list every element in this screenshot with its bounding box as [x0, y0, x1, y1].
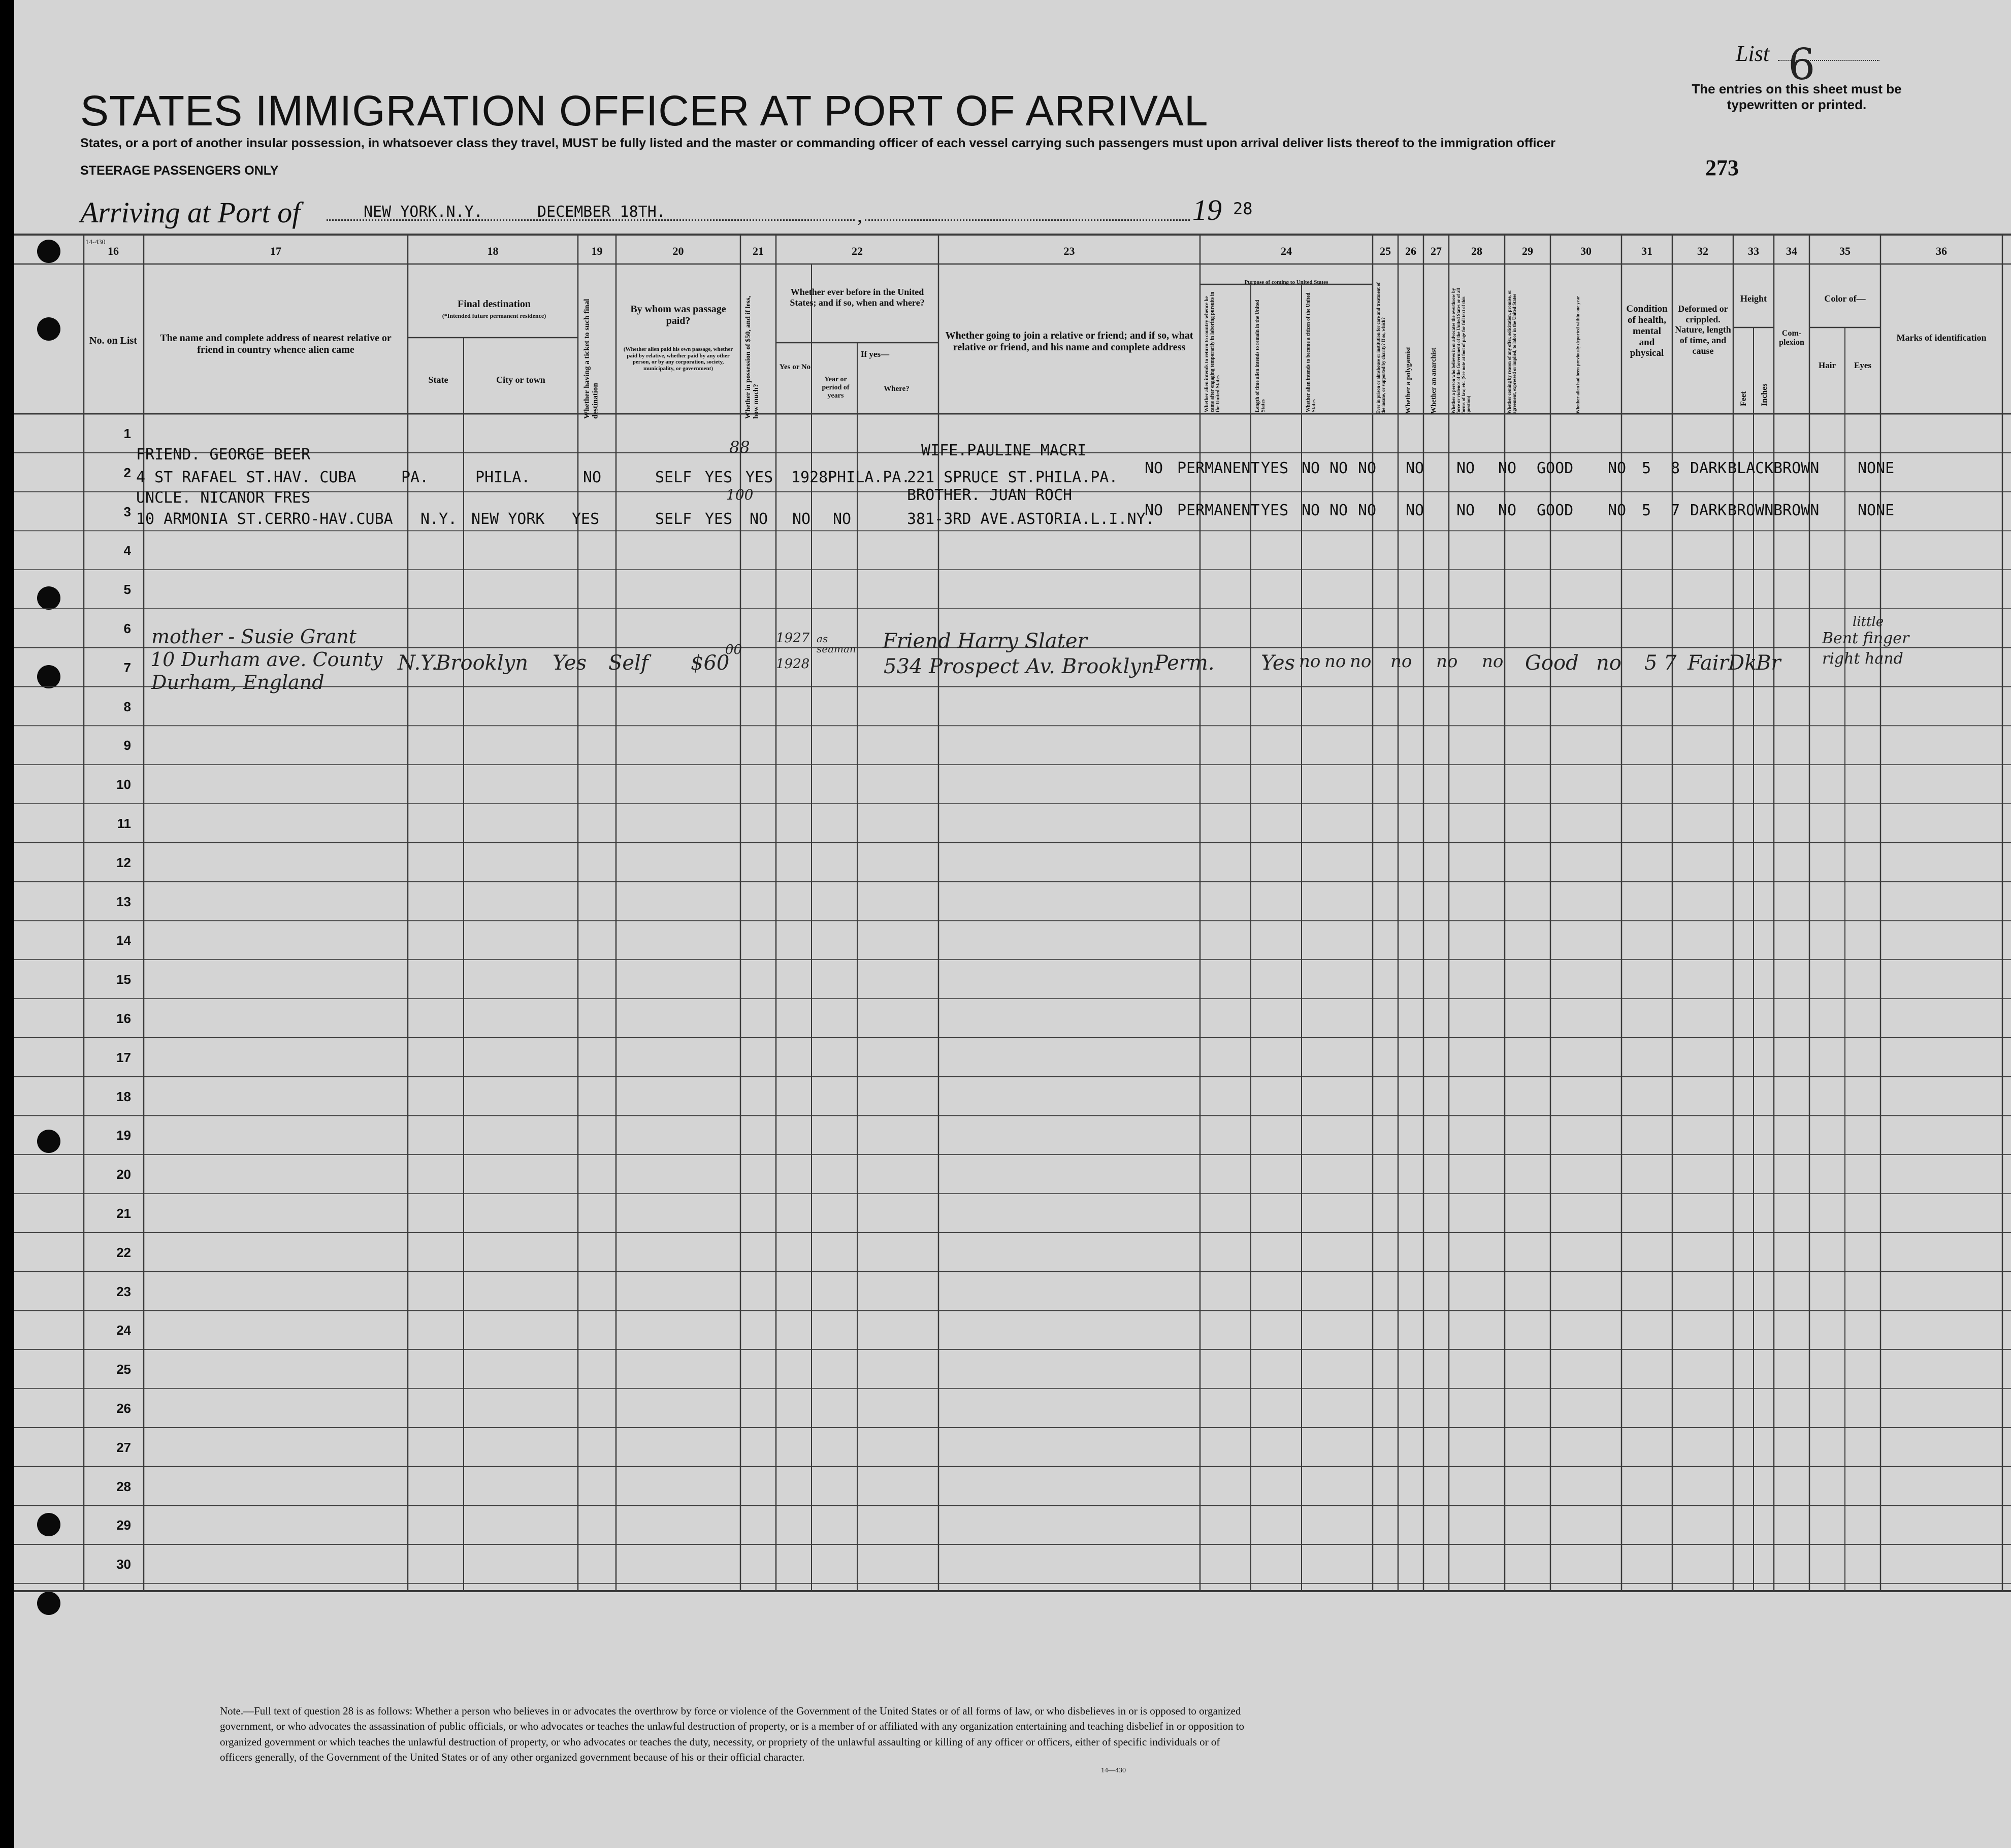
year-prefix: 19 — [1192, 193, 1222, 226]
row-number: 25 — [116, 1362, 131, 1377]
header-join: Whether going to join a relative or friend; and if so, what relative or friend, and his name and complete address — [945, 330, 1193, 353]
r1-length: PERMANENT — [1177, 459, 1260, 477]
r1-before-yes-no: YES — [745, 469, 773, 486]
header-hair: Hair — [1819, 360, 1836, 370]
r2-money: YES — [705, 510, 733, 528]
header-labor: Whether coming by reason of any offer, solicitation, promise, or agreement, expressed or implied, to labor in the United States — [1507, 290, 1517, 414]
r6-polygamist: no — [1324, 651, 1346, 672]
colnum-26: 26 — [1405, 245, 1416, 257]
r2-complexion: DARK — [1690, 502, 1727, 519]
r1-ticket: NO — [583, 469, 602, 486]
header-complexion: Com-plexion — [1779, 329, 1804, 347]
r2-join-line2: 381-3RD AVE.ASTORIA.L.I.NY. — [907, 510, 1155, 528]
row-number: 24 — [116, 1323, 131, 1338]
r2-citizen: YES — [1261, 502, 1289, 519]
row-number: 19 — [116, 1128, 131, 1143]
r6-anarchist: no — [1350, 651, 1372, 672]
row-number: 2 — [123, 465, 131, 480]
colnum-28: 28 — [1471, 245, 1482, 257]
header-eyes: Eyes — [1854, 360, 1871, 370]
row-number: 21 — [116, 1206, 131, 1221]
row-number: 10 — [116, 777, 131, 793]
r2-return: NO — [1145, 502, 1163, 519]
row-number: 12 — [116, 854, 131, 870]
r1-health: GOOD — [1537, 459, 1574, 477]
header-inches: Inches — [1760, 383, 1769, 406]
header-yes-no: Yes or No — [779, 363, 811, 371]
manifest-sheet — [14, 0, 2011, 1848]
r2-anarchist: NO — [1358, 502, 1377, 519]
r1-deported: NO — [1498, 459, 1517, 477]
header-deformed: Deformed or crippled. Nature, length of time, and cause — [1675, 304, 1731, 356]
date-value: DECEMBER 18TH. — [537, 203, 666, 221]
r6-relative-line3: Durham, England — [151, 671, 325, 694]
row-number: 30 — [116, 1557, 131, 1572]
colnum-24: 24 — [1281, 245, 1292, 257]
r6-deformed: no — [1596, 651, 1621, 675]
r1-join-line1: WIFE.PAULINE MACRI — [921, 442, 1087, 459]
header-purpose: Purpose of coming to United States — [1244, 279, 1328, 285]
row-number: 27 — [116, 1439, 131, 1455]
r6-eyes: Br — [1756, 651, 1781, 675]
r1-city: PHILA. — [475, 469, 531, 486]
r1-marks: NONE — [1858, 459, 1895, 477]
r2-money-note: 100 — [726, 486, 754, 503]
row-number: 29 — [116, 1517, 131, 1533]
r1-paid-by: SELF — [655, 469, 692, 486]
colnum-35: 35 — [1839, 245, 1851, 257]
typewritten-note: The entries on this sheet must be typewritten or printed. — [1692, 81, 1902, 112]
r6-health: Good — [1525, 651, 1579, 675]
header-if-yes: If yes— — [860, 349, 890, 359]
colnum-20: 20 — [672, 245, 684, 257]
r1-join-line2: 221 SPRUCE ST.PHILA.PA. — [907, 469, 1118, 486]
r2-ticket: YES — [572, 510, 600, 528]
r6-marks-line1: little — [1853, 614, 1884, 630]
header-no-on-list: No. on List — [89, 335, 137, 346]
r1-complexion: DARK — [1690, 459, 1727, 477]
r2-deformed: NO — [1608, 502, 1627, 519]
page-number: 273 — [1705, 155, 1739, 180]
r2-before-yes-no: NO — [750, 510, 768, 528]
r1-inches: 8 — [1671, 459, 1680, 477]
r1-polygamist: NO — [1329, 459, 1348, 477]
header-feet: Feet — [1739, 391, 1748, 406]
r1-state: PA. — [401, 469, 429, 486]
row-number: 9 — [123, 738, 131, 753]
r2-q28: NO — [1406, 502, 1424, 519]
class-line: STEERAGE PASSENGERS ONLY — [80, 163, 279, 178]
r2-relative-line2: 10 ARMONIA ST.CERRO-HAV.CUBA — [136, 510, 393, 528]
list-label: List 6 — [1736, 41, 1879, 67]
arriving-label: Arriving at Port of — [80, 196, 301, 229]
row-number: 7 — [123, 659, 131, 675]
r2-city: NEW YORK — [471, 510, 545, 528]
r2-prison: NO — [1302, 502, 1320, 519]
colnum-30: 30 — [1580, 245, 1592, 257]
colnum-31: 31 — [1641, 245, 1652, 257]
r2-labor: NO — [1456, 502, 1475, 519]
r1-labor: NO — [1456, 459, 1475, 477]
colnum-21: 21 — [753, 245, 764, 257]
header-color-of: Color of— — [1824, 293, 1866, 304]
r1-money: YES — [705, 469, 733, 486]
r2-health: GOOD — [1537, 502, 1574, 519]
r1-anarchist: NO — [1358, 459, 1377, 477]
page-title: STATES IMMIGRATION OFFICER AT PORT OF ARRIVAL — [80, 87, 1209, 135]
r6-hair: Dk — [1728, 651, 1757, 675]
colnum-27: 27 — [1431, 245, 1442, 257]
row-number: 28 — [116, 1478, 131, 1494]
r6-state: N.Y. — [398, 651, 438, 675]
r6-money-note: 00 — [725, 642, 742, 657]
header-state: State — [428, 375, 448, 385]
row-number: 26 — [116, 1401, 131, 1416]
row-number: 20 — [116, 1167, 131, 1182]
row-number: 17 — [116, 1049, 131, 1065]
header-q28: Whether a person who believes in or advocates the overthrow by force or violence of the Government of the United States or of all forms of law, etc. (See note at foot of page for full text of this question) — [1451, 288, 1471, 414]
r2-join-line1: BROTHER. JUAN ROCH — [907, 486, 1073, 504]
header-year: Year or period of years — [822, 376, 850, 400]
colnum-23: 23 — [1063, 245, 1075, 257]
header-money: Whether in possession of $50, and if less, how much? — [744, 295, 760, 419]
r6-city: Brooklyn — [436, 651, 529, 675]
header-health: Condition of health, mental and physical — [1626, 304, 1668, 359]
header-length: Length of time alien intends to remain in the United States — [1255, 300, 1266, 412]
header-ticket: Whether having a ticket to such final destination — [583, 299, 600, 419]
header-relative: The name and complete address of nearest relative or friend in country whence alien came — [160, 333, 392, 355]
header-citizen: Whether alien intends to become a citizen of the United States — [1306, 292, 1317, 412]
r6-q28: no — [1390, 651, 1412, 672]
row-number: 6 — [123, 621, 131, 636]
row-number: 18 — [116, 1088, 131, 1104]
header-anarchist: Whether an anarchist — [1430, 347, 1438, 414]
r6-relative-line1: mother - Susie Grant — [151, 625, 356, 648]
colnum-16: 16 — [108, 245, 119, 257]
r1-prison: NO — [1302, 459, 1320, 477]
r2-paid-by: SELF — [655, 510, 692, 528]
r6-before-where: as seaman — [817, 633, 856, 655]
r6-deported: no — [1482, 651, 1504, 672]
header-deported: Whether alien had been previously deported within one year — [1575, 295, 1580, 414]
header-before-in-us: Whether ever before in the United States; and if so, when and where? — [790, 287, 925, 308]
header-paid-by-sub: (Whether alien paid his own passage, whether paid by relative, whether paid by any other person, or by any corporation, society, municipality, or government) — [623, 346, 733, 372]
r6-join-line1: Friend Harry Slater — [883, 630, 1087, 653]
r6-inches: 7 — [1664, 651, 1677, 675]
r1-money-note: 88 — [729, 438, 750, 457]
r2-feet: 5 — [1642, 502, 1651, 519]
r6-paid-by: Self — [608, 651, 648, 675]
header-height: Height — [1740, 293, 1767, 304]
r2-before-year: NO — [792, 510, 811, 528]
r2-length: PERMANENT — [1177, 502, 1260, 519]
header-prison: Ever in prison or almshouse or institution for care and treatment of the insane, or supported by charity? If so, which? — [1376, 282, 1386, 414]
subtitle: States, or a port of another insular possession, in whatsoever class they travel, MUST be fully listed and the master or commanding officer of each vessel carrying such passengers must upon arrival deliver lists thereof to the immigration officer — [80, 136, 1555, 150]
r1-eyes: BROWN — [1773, 459, 1820, 477]
r2-before-where: NO — [833, 510, 852, 528]
row-number: 8 — [123, 699, 131, 714]
header-city: City or town — [496, 375, 545, 385]
r6-prison: no — [1299, 651, 1321, 672]
r6-before-year-bottom: 1928 — [776, 656, 810, 672]
r6-marks-line2: Bent finger — [1822, 630, 1909, 647]
row-number: 15 — [116, 972, 131, 987]
header-paid-by: By whom was passage paid? — [630, 304, 726, 326]
r6-complexion: Fair — [1688, 651, 1729, 675]
r6-join-line2: 534 Prospect Av. Brooklyn — [884, 655, 1154, 678]
r1-q28: NO — [1406, 459, 1424, 477]
r2-polygamist: NO — [1329, 502, 1348, 519]
row-number: 23 — [116, 1283, 131, 1299]
r2-relative-line1: UNCLE. NICANOR FRES — [136, 489, 311, 507]
header-marks: Marks of identification — [1896, 333, 1987, 343]
r1-feet: 5 — [1642, 459, 1651, 477]
colnum-19: 19 — [591, 245, 603, 257]
row-number: 11 — [117, 816, 131, 831]
r6-ticket: Yes — [553, 651, 587, 675]
r2-deported: NO — [1498, 502, 1517, 519]
header-where: Where? — [884, 385, 910, 393]
footer-code: 14—430 — [1101, 1767, 1126, 1774]
r1-deformed: NO — [1608, 459, 1627, 477]
colnum-33: 33 — [1748, 245, 1759, 257]
header-final-destination-sub: (*Intended future permanent residence) — [442, 312, 546, 319]
header-return: Whether alien intends to return to country whence he came after engaging temporarily in laboring pursuits in the United States — [1204, 291, 1221, 412]
r6-marks-line3: right hand — [1822, 650, 1903, 668]
r2-inches: 7 — [1671, 502, 1680, 519]
table-grid — [14, 0, 2011, 1848]
comma: , — [857, 204, 862, 226]
colnum-22: 22 — [852, 245, 863, 257]
r6-before-year-top: 1927 — [776, 631, 810, 646]
colnum-34: 34 — [1786, 245, 1797, 257]
row-number: 3 — [123, 504, 131, 519]
colnum-29: 29 — [1522, 245, 1533, 257]
list-number: 6 — [1788, 40, 1815, 89]
form-code: 14-430 — [85, 239, 106, 246]
r6-relative-line2: 10 Durham ave. County — [150, 648, 383, 671]
row-number: 1 — [123, 426, 131, 441]
r6-length: Perm. — [1154, 651, 1215, 675]
r6-money: $60 — [691, 651, 730, 675]
colnum-36: 36 — [1936, 245, 1947, 257]
colnum-25: 25 — [1380, 245, 1391, 257]
row-number: 22 — [116, 1244, 131, 1260]
r6-labor: no — [1436, 651, 1458, 672]
r1-hair: BLACK — [1728, 459, 1774, 477]
colnum-17: 17 — [270, 245, 281, 257]
r1-before-year: 1928 — [791, 469, 828, 486]
r1-relative-line2: 4 ST RAFAEL ST.HAV. CUBA — [136, 469, 356, 486]
r2-hair: BROWN — [1728, 502, 1774, 519]
header-final-destination: Final destination — [458, 299, 531, 310]
r1-citizen: YES — [1261, 459, 1289, 477]
r1-relative-line1: FRIEND. GEORGE BEER — [136, 446, 311, 464]
row-number: 5 — [123, 582, 131, 598]
header-polygamist: Whether a polygamist — [1405, 347, 1412, 414]
colnum-18: 18 — [487, 245, 499, 257]
row-number: 16 — [116, 1011, 131, 1026]
footnote: Note.—Full text of question 28 is as follows: Whether a person who believes in or advocates the overthrow by force or violence of the Government of the United States or of all forms of law, or who disbelieves in or is opposed to organized government, or who advocates the assassination of public officials, or who advocates or teaches the unlawful destruction of property, or is a member of or affiliated with any organization entertaining and teaching disbelief in or opposition to organized government or which teaches the unlawful destruction of property, or who advocates or teaches the duty, necessity, or propriety of the unlawful assaulting or killing of any officer or officers, either of specific individuals or of officers generally, of the Government of the United States or of any other organized government because of his or their official character. — [220, 1705, 1244, 1764]
row-number: 13 — [116, 894, 131, 909]
port-value: NEW YORK.N.Y. — [364, 203, 483, 221]
r6-citizen: Yes — [1261, 651, 1295, 675]
r2-state: N.Y. — [420, 510, 458, 528]
r6-feet: 5 — [1644, 651, 1658, 675]
colnum-32: 32 — [1697, 245, 1708, 257]
r1-return: NO — [1145, 459, 1163, 477]
r2-eyes: BROWN — [1773, 502, 1820, 519]
r2-marks: NONE — [1858, 502, 1895, 519]
year-suffix: 28 — [1233, 199, 1253, 218]
row-number: 4 — [123, 543, 131, 558]
row-number: 14 — [116, 933, 131, 948]
r1-before-where: PHILA.PA. — [828, 469, 911, 486]
